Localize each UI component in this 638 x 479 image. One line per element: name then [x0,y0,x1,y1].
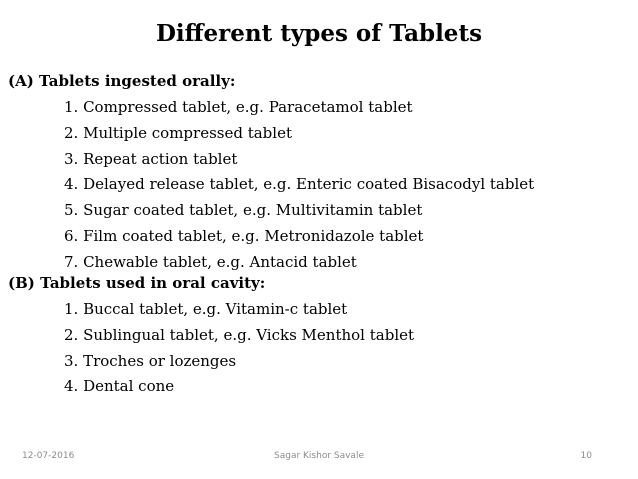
list-item: 4. Dental cone [64,377,175,396]
list-item: 3. Repeat action tablet [64,149,238,168]
list-item: 4. Delayed release tablet, e.g. Enteric coated Bisacodyl tablet [64,175,535,194]
list-item: 6. Film coated tablet, e.g. Metronidazole tablet [64,226,424,245]
list-item: 7. Chewable tablet, e.g. Antacid tablet [64,252,357,271]
footer-date: 12-07-2016 [22,451,75,461]
list-item: 5. Sugar coated tablet, e.g. Multivitamin tablet [64,201,423,220]
footer-author: Sagar Kishor Savale [274,451,364,461]
footer-page-number: 10 [580,451,592,461]
slide-title: Different types of Tablets [155,20,483,47]
list-item: 1. Compressed tablet, e.g. Paracetamol tablet [64,98,413,116]
list-item: 2. Multiple compressed tablet [64,123,292,142]
section-a-heading: (A) Tablets ingested orally: [8,72,236,90]
list-item: 1. Buccal tablet, e.g. Vitamin-c tablet [64,300,348,318]
section-b-heading: (B) Tablets used in oral cavity: [8,274,266,292]
section-b-list [64,297,414,400]
list-item: 3. Troches or lozenges [64,351,237,370]
section-a-list [64,95,534,276]
list-item: 2. Sublingual tablet, e.g. Vicks Menthol tablet [64,325,415,344]
